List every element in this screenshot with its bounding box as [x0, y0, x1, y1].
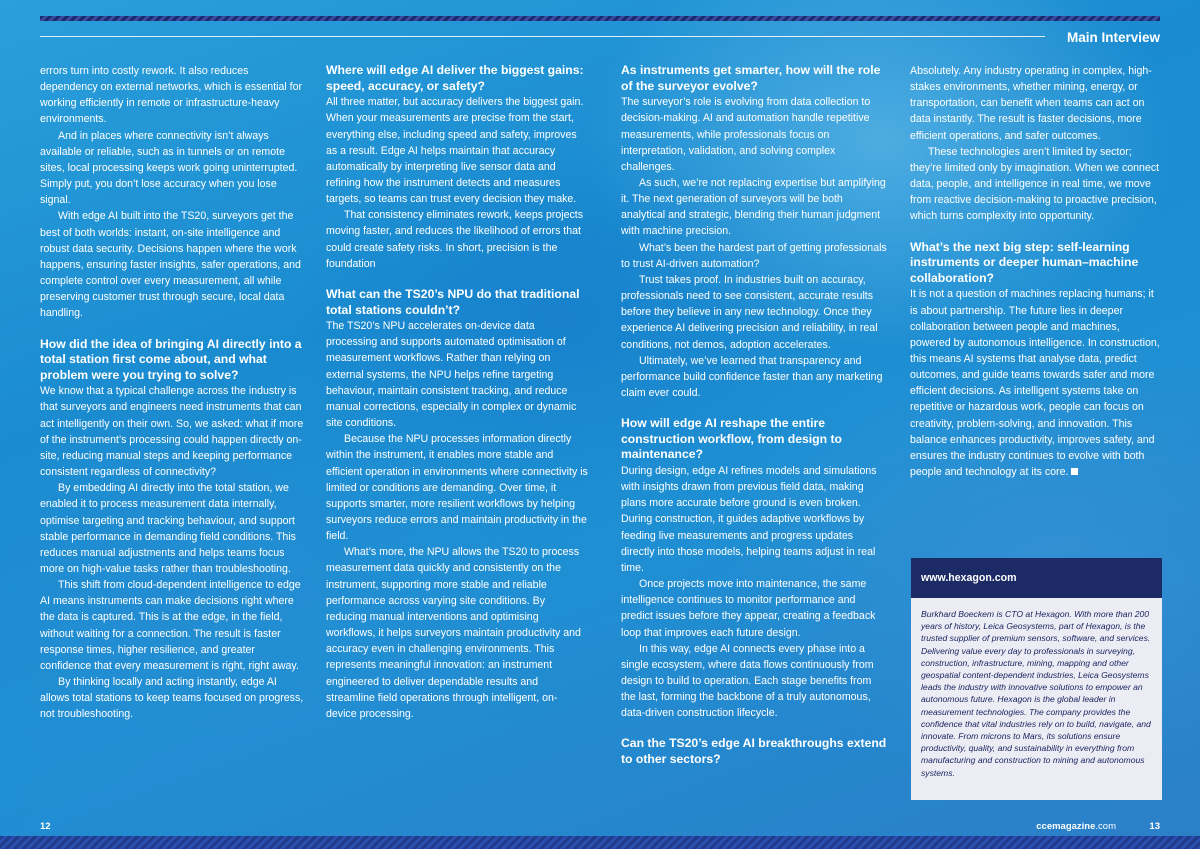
- page-number-left: 12: [40, 821, 51, 832]
- answer-text: It is not a question of machines replacing humans; it is about partnership. The future lies in deeper collaboration between people and machines, powered by autonomous intelligence. In construction, this means AI systems that analyse data, predict outcomes, and guide teams towards safer and more efficient decisions. As intelligent systems take on repetitive or hazardous work, people can focus on creativity, problem-solving, and innovation. This balance enhances productivity, improves safety, and ensures the industry continues to evolve with both people and technology at its core.: [910, 288, 1160, 479]
- question-heading: What can the TS20’s NPU do that traditional total stations couldn’t?: [326, 286, 580, 317]
- answer-paragraph: [910, 286, 1162, 480]
- bottom-decorative-stripe: [0, 836, 1200, 849]
- paragraph: These technologies aren’t limited by sector; they’re limited only by imagination. When we connect data, people, and intelligence in real time, we move from reactive decision-making to proactive precision, which turns complexity into opportunity.: [910, 145, 1160, 223]
- answer-paragraph: All three matter, but accuracy delivers the biggest gain. When your measurements are precise from the start, everything else, including speed and safety, improves as a result. Edge AI helps maintain that accuracy automatically by interpreting live sensor data and refining how the instrument detects and measures targets, so teams can trust every decision they make.: [326, 96, 584, 206]
- paragraph: Once projects move into maintenance, the same intelligence continues to monitor performance and predict issues before they appear, creating a feedback loop that improves each future design.: [621, 578, 876, 639]
- header-rule: [40, 36, 1045, 37]
- website-link[interactable]: www.hexagon.com: [911, 558, 1162, 598]
- paragraph: That consistency eliminates rework, keeps projects moving faster, and reduces the likelihood of errors that could create safety risks. In short, precision is the foundation: [326, 209, 584, 270]
- paragraph: errors turn into costly rework. It also reduces dependency on external networks, which is essential for working efficiently in remote or infrastructure-heavy environments.: [40, 65, 303, 126]
- author-bio-text: Burkhard Boeckem is CTO at Hexagon. With more than 200 years of history, Leica Geosystems, part of Hexagon, is the trusted supplier of premium sensors, software, and services. Delivering value every day to professionals in surveying, construction, infrastructure, mining, mapping and other geospatial content-dependent industries, Leica Geosystems leads the industry with innovative solutions to empower an autonomous future. Hexagon is the global leader in measurement technologies. The company provides the confidence that vital industries rely on to build, navigate, and innovate. From microns to Mars, its solutions ensure productivity, quality, and sustainability in everything from manufacturing and construction to mining and autonomous systems.: [921, 609, 1151, 778]
- paragraph: With edge AI built into the TS20, surveyors get the best of both worlds: instant, on-site intelligence and robust data security. Decisions happen where the work happens, ensuring faster insights, safer operations, and complete control over every measurement, all while preserving customer trust through secure, local data handling.: [40, 210, 301, 320]
- site-tld: .com: [1095, 821, 1116, 832]
- column-3: [621, 63, 887, 768]
- question-heading: Where will edge AI deliver the biggest gains: speed, accuracy, or safety?: [326, 63, 584, 93]
- paragraph: Ultimately, we’ve learned that transparency and performance build confidence faster than any marketing claim ever could.: [621, 354, 883, 399]
- paragraph: By embedding AI directly into the total station, we enabled it to process measurement data internally, optimise targeting and tracking behaviour, and support stable performance in demanding field conditions. This reduces manual adjustments and helps teams focus more on high-value tasks rather than troubleshooting.: [40, 482, 296, 575]
- answer-paragraph: The surveyor’s role is evolving from data collection to decision-making. AI and automation handle repetitive measurements, while professionals focus on interpretation, validation, and solving complex challenges.: [621, 96, 871, 173]
- site-name: ccemagazine: [1036, 821, 1096, 832]
- question-heading: Can the TS20’s edge AI breakthroughs extend to other sectors?: [621, 736, 887, 767]
- author-bio-box: [911, 558, 1162, 800]
- paragraph: What’s been the hardest part of getting professionals to trust AI-driven automation?: [621, 241, 887, 270]
- paragraph: Because the NPU processes information directly within the instrument, it enables more stable and efficient operation in environments where connectivity is limited or conditions are demanding. Over time, it supports smarter, more resilient workflows by helping surveyors reduce errors and maintain productivity in the field.: [326, 433, 588, 543]
- question-heading: How will edge AI reshape the entire construction workflow, from design to maintenance?: [621, 416, 842, 462]
- answer-paragraph: Absolutely. Any industry operating in complex, high-stakes environments, whether mining, energy, or transportation, can benefit when teams can act on data instantly. The result is faster decisions, more efficient operations, and safer outcomes.: [910, 65, 1152, 142]
- paragraph: In this way, edge AI connects every phase into a single ecosystem, where data flows continuously from design to build to operation. Each stage benefits from the last, forming the backbone of a truly autonomous, data-driven construction lifecycle.: [621, 642, 874, 720]
- column-4: [910, 63, 1162, 480]
- paragraph: What’s more, the NPU allows the TS20 to process measurement data quickly and consistently on the instrument, supporting more stable and reliable performance across varying site conditions. By reducing manual interventions and optimising workflows, it helps surveyors maintain productivity and accuracy even in challenging environments. This represents meaningful innovation: an instrument engineered to deliver dependable results and streamline field operations through intelligent, on-device processing.: [326, 546, 581, 720]
- top-decorative-stripe: [40, 16, 1160, 21]
- paragraph: This shift from cloud-dependent intelligence to edge AI means instruments can make decisions right where the data is captured. This is at the edge, in the field, without waiting for a connection. The result is faster response times, higher resilience, and greater confidence that every measurement is right, right away.: [40, 579, 301, 672]
- question-heading: As instruments get smarter, how will the role of the surveyor evolve?: [621, 63, 881, 93]
- question-heading: How did the idea of bringing AI directly into a total station first come about, and what problem were you trying to solve?: [40, 336, 302, 382]
- answer-paragraph: The TS20’s NPU accelerates on-device data processing and supports automated optimisation of measurement workflows. Rather than relying on external systems, the NPU helps refine targeting behaviour, maintain consistent tracking, and reduce manual corrections, especially in complex or dynamic site conditions.: [326, 320, 577, 430]
- paragraph: As such, we’re not replacing expertise but amplifying it. The next generation of surveyors will be both analytical and strategic, blending their human judgment with machine precision.: [621, 176, 886, 238]
- section-label: Main Interview: [1066, 30, 1160, 45]
- column-2: [326, 63, 588, 722]
- paragraph: By thinking locally and acting instantly, edge AI allows total stations to keep teams focused on progress, not troubleshooting.: [40, 676, 304, 721]
- answer-paragraph: During design, edge AI refines models and simulations with insights drawn from previous field data, making plans more accurate before ground is even broken. During construction, it guides adaptive workflows by feeding live measurements and progress updates directly into those models, helping teams adjust in real time.: [621, 464, 877, 574]
- paragraph: Trust takes proof. In industries built on accuracy, professionals need to see consistent, accurate results before they believe in any new technology. Once they experience AI delivering precision and reliability, in real conditions, not demos, adoption accelerates.: [621, 273, 878, 351]
- end-of-article-mark: [1071, 468, 1078, 475]
- paragraph: And in places where connectivity isn’t always available or reliable, such as in tunnels or on remote sites, local processing keeps work going uninterrupted. Simply put, you don’t lose accuracy when you lose signal.: [40, 129, 298, 207]
- column-1: [40, 63, 304, 723]
- page-number-right: 13: [1149, 821, 1160, 832]
- question-heading: What’s the next big step: self-learning instruments or deeper human–machine collaboration?: [910, 239, 1139, 285]
- answer-paragraph: We know that a typical challenge across the industry is that surveyors and engineers need instruments that can act intelligently on their own. So, we asked: what if more of the instrument’s processing could happen directly on-site, reducing manual steps and keeping performance consistent regardless of connectivity?: [40, 385, 304, 479]
- magazine-site-link[interactable]: [1036, 821, 1116, 832]
